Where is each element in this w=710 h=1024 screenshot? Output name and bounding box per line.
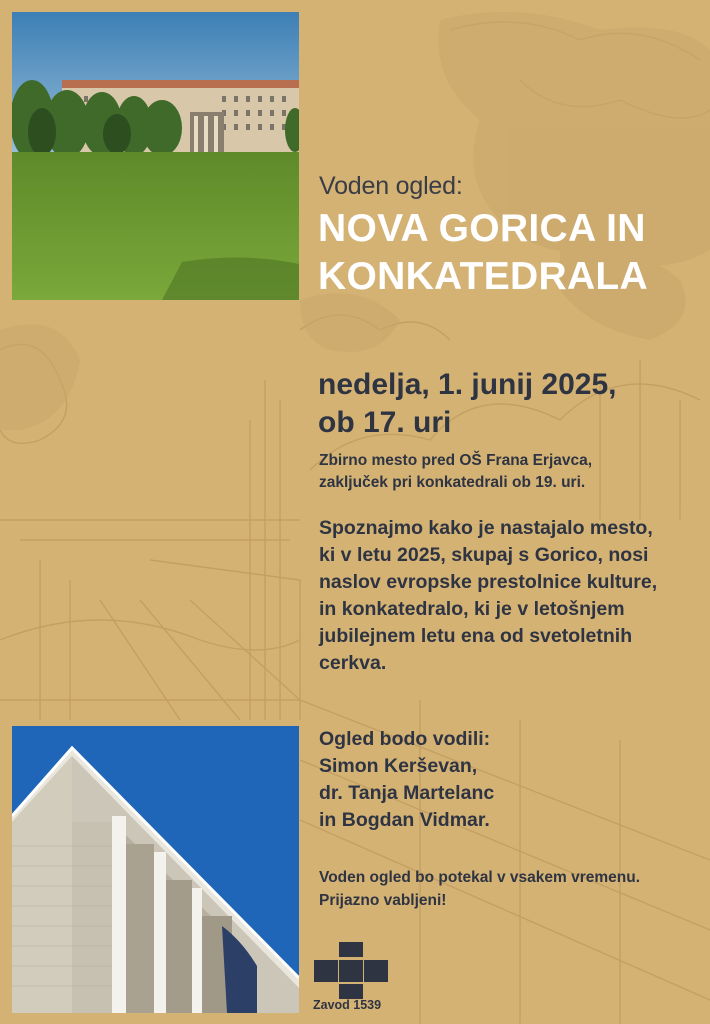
description-line: cerkva. (319, 652, 387, 674)
page-title (318, 205, 708, 301)
church-photo (12, 726, 299, 1013)
guide-name: dr. Tanja Martelanc (319, 782, 495, 804)
town-hall-photo (12, 12, 299, 300)
logo-caption: Zavod 1539 (313, 998, 382, 1012)
guides-heading: Ogled bodo vodili: (319, 728, 491, 750)
note-line: Prijazno vabljeni! (319, 892, 447, 909)
event-date (318, 366, 616, 442)
title-line: NOVA GORICA IN (318, 207, 646, 250)
note-line: Voden ogled bo potekal v vsakem vremenu. (319, 869, 641, 886)
description-line: naslov evropske prestolnice kulture, (319, 571, 658, 593)
meeting-line: Zbirno mesto pred OŠ Frana Erjavca, (319, 452, 593, 469)
description-line: jubilejnem letu ena od svetoletnih (319, 625, 633, 647)
description-line: ki v letu 2025, skupaj s Gorico, nosi (319, 544, 649, 566)
description (319, 515, 657, 677)
guide-name: in Bogdan Vidmar. (319, 809, 490, 831)
guides (319, 726, 494, 834)
description-line: Spoznajmo kako je nastajalo mesto, (319, 517, 653, 539)
title-line: KONKATEDRALA (318, 255, 649, 298)
meeting-point (319, 450, 592, 494)
description-line: in konkatedralo, ki je v letošnjem (319, 598, 625, 620)
time-line: ob 17. uri (318, 406, 452, 439)
date-line: nedelja, 1. junij 2025, (318, 368, 617, 401)
weather-note (319, 866, 640, 912)
subtitle: Voden ogled: (319, 172, 463, 200)
meeting-line: zaključek pri konkatedrali ob 19. uri. (319, 474, 586, 491)
guide-name: Simon Kerševan, (319, 755, 478, 777)
